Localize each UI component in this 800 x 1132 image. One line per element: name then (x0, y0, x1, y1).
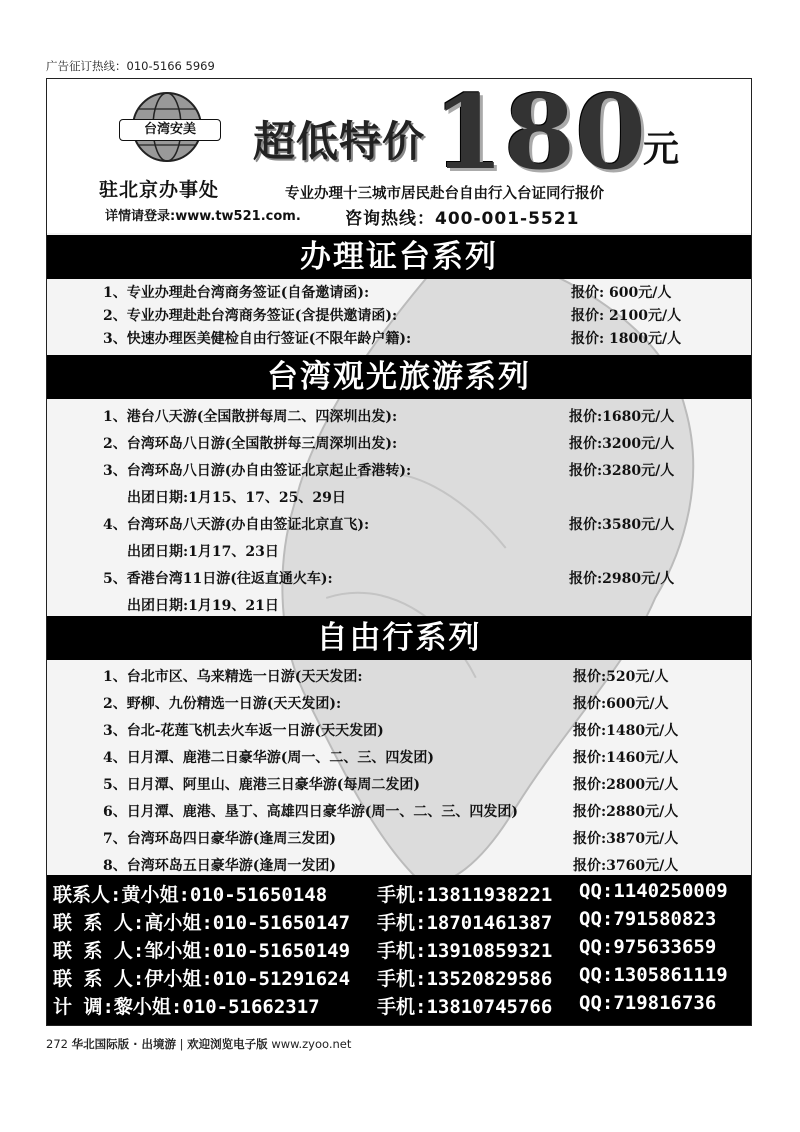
section-title-visa: 办理证台系列 (47, 235, 751, 279)
departure-dates: 出团日期:1月17、23日 (127, 544, 279, 560)
contact-mobile: 手机:18701461387 (377, 912, 553, 934)
contact-qq: QQ:1305861119 (579, 964, 728, 986)
tagline: 专业办理十三城市居民赴台自由行入台证同行报价 (285, 186, 604, 202)
promo-title: 超低特价 (253, 117, 426, 166)
page-number: 272 (46, 1037, 68, 1051)
contact-mobile: 手机:13910859321 (377, 940, 553, 962)
contact-mobile: 手机:13810745766 (377, 996, 553, 1018)
contact-name-phone: 联 系 人:高小姐:010-51650147 (53, 912, 351, 934)
contact-block (47, 875, 751, 1026)
contact-row (47, 992, 751, 1019)
office-name: 驻北京办事处 (99, 179, 220, 201)
footer-divider: | (179, 1037, 188, 1051)
advertisement-frame: 台湾安美 驻北京办事处 详情请登录:www.tw521.com. 超低特价 180 元 专业办理十三城市居民赴台自由行入台证同行报价 咨询热线：400-001-5521 办理证台系列 1、专业办理赴台湾商务签证(自备邀请函): 报价: 600元/人 2、专业办理赴赴台湾商务签证(含提供邀请函): 报价: 2100元/人 3、快速办理医美健检自由行签证(不限年龄户籍): 报价: 1800元/人 台湾观光旅游系列 1、港台八天游(全国散拼每周二、四深圳出发): 报价:1680元/人 2、台湾环岛八日游(全国散拼每三周深圳出发): 报价:3200元/人 3、台湾环岛八日游(办自由签证北京起止香港转): 报价:3280元/人 出团日期:1月15、17、25、29日 4、台湾环岛八天游(办自由签证北京直飞): 报价:3580元/人 出团日期:1月17、23日 5、香港台湾11日游(往返直通火车): 报价:2980元/人 出团日期:1月19、21日 自由行系列 1、台北市区、乌来精选一日游(天天发团: 报价:520元/人 2、野柳、九份精选一日游(天天发团): 报价:600元/人 3、台北-花莲飞机去火车返一日游(天天发团) 报价:1480元/人 4、日月潭、鹿港二日豪华游(周一、二、三、四发团) 报价:1460元/人 5、日月潭、阿里山、鹿港三日豪华游(每周二发团) 报价:2800元/人 6、日月潭、鹿港、垦丁、高雄四日豪华游(周一、二、三、四发团) 报价:2880元/人 7、台湾环岛四日豪华游(逢周三发团) 报价:3870元/人 8、台湾环岛五日豪华游(逢周一发团) 报价:3760元/人 联系人:黄小姐:010-51650148 手机:13811938221 QQ:1140250009 联 系 人:高小姐:010-51650147 手机:18701461387 QQ:791580823 联 系 人:邹小姐:010-51650149 手机:13910859321 QQ:975633659 联 系 人:伊小姐:010-51291624 手机:13520829586 QQ:1305861119 计 调:黎小姐:010-51662317 手机:13810745766 QQ:719816736 (46, 78, 752, 1026)
consult-hotline: 咨询热线：400-001-5521 (345, 209, 580, 229)
contact-mobile: 手机:13520829586 (377, 968, 553, 990)
contact-row (47, 908, 751, 935)
contact-row (47, 936, 751, 963)
footer-url[interactable]: www.zyoo.net (271, 1037, 352, 1051)
promo-price: 180 (433, 78, 646, 193)
contact-name-phone: 计 调:黎小姐:010-51662317 (53, 996, 320, 1018)
contact-mobile: 手机:13811938221 (377, 884, 553, 906)
section-title-tour: 台湾观光旅游系列 (47, 355, 751, 399)
ad-hotline: 广告征订热线：010-5166 5969 (46, 59, 215, 73)
section-title-free-travel: 自由行系列 (47, 616, 751, 660)
contact-row (47, 964, 751, 991)
logo-label: 台湾安美 (119, 119, 221, 141)
contact-qq: QQ:719816736 (579, 992, 717, 1014)
publication-name: 华北国际版 · 出境游 (71, 1037, 176, 1051)
contact-qq: QQ:975633659 (579, 936, 717, 958)
contact-qq: QQ:1140250009 (579, 880, 728, 902)
contact-qq: QQ:791580823 (579, 908, 717, 930)
departure-dates: 出团日期:1月19、21日 (127, 598, 279, 614)
contact-name-phone: 联 系 人:邹小姐:010-51650149 (53, 940, 351, 962)
departure-dates: 出团日期:1月15、17、25、29日 (127, 490, 346, 506)
footer-slogan: 欢迎浏览电子版 (187, 1037, 268, 1051)
page-footer (46, 1036, 351, 1052)
contact-row (47, 880, 751, 907)
contact-name-phone: 联系人:黄小姐:010-51650148 (53, 884, 328, 906)
promo-price-unit: 元 (643, 129, 680, 170)
website-text: 详情请登录:www.tw521.com. (105, 209, 301, 224)
ad-header (47, 79, 751, 233)
contact-name-phone: 联 系 人:伊小姐:010-51291624 (53, 968, 351, 990)
